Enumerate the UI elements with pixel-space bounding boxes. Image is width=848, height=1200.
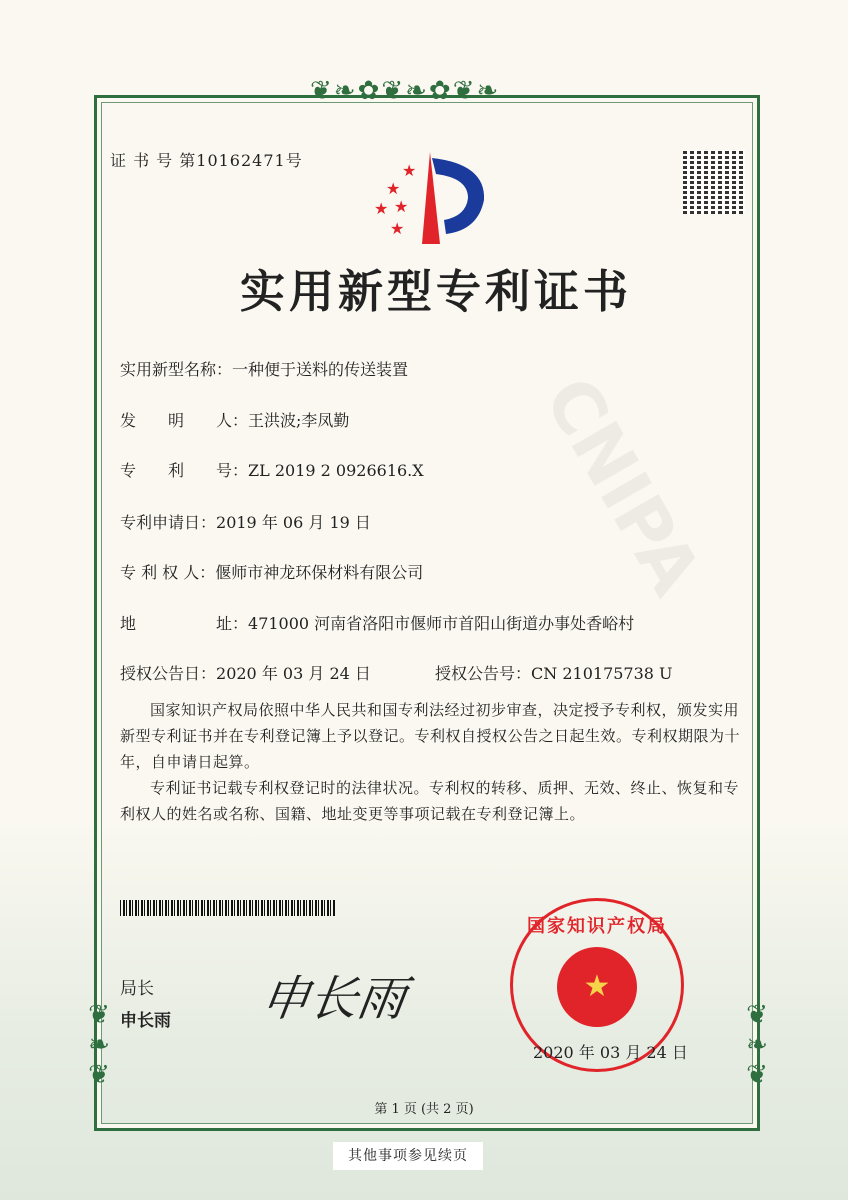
field-value: CN 210175738 U bbox=[531, 664, 673, 683]
certificate-number: 证 书 号 第10162471号 bbox=[110, 151, 303, 170]
field-value: ZL 2019 2 0926616.X bbox=[248, 461, 424, 480]
field-address bbox=[120, 611, 634, 634]
seal-text: 国家知识产权局 bbox=[527, 916, 667, 937]
field-announcement-number bbox=[435, 661, 673, 684]
field-value: 2020 年 03 月 24 日 bbox=[216, 664, 371, 683]
field-value: 王洪波;李凤勤 bbox=[248, 411, 350, 430]
page-footer: 第 1 页 (共 2 页) bbox=[374, 1102, 474, 1117]
top-ornament: ❦❧✿❦❧✿❦❧ bbox=[310, 76, 501, 106]
svg-text:★: ★ bbox=[374, 199, 389, 218]
handwritten-signature: 申长雨 bbox=[257, 971, 410, 1027]
field-label: 专 利 号： bbox=[120, 461, 249, 480]
field-value: 471000 河南省洛阳市偃师市首阳山街道办事处香峪村 bbox=[248, 614, 635, 633]
field-utility-model-name bbox=[120, 357, 408, 380]
national-emblem-icon: ★ bbox=[557, 947, 637, 1027]
field-application-date bbox=[120, 510, 371, 533]
field-label: 地 址： bbox=[120, 614, 249, 633]
field-value: 2019 年 06 月 19 日 bbox=[216, 513, 371, 532]
field-value: 偃师市神龙环保材料有限公司 bbox=[215, 563, 424, 582]
signatory-title: 局长 bbox=[120, 979, 154, 999]
watermark: CNIPA bbox=[528, 363, 717, 609]
field-label: 专利申请日： bbox=[120, 513, 217, 532]
field-patent-number bbox=[120, 458, 424, 481]
continuation-note: 其他事项参见续页 bbox=[333, 1142, 483, 1170]
statement-paragraph: 国家知识产权局依照中华人民共和国专利法经过初步审查，决定授予专利权，颁发实用新型专利证书并在专利登记簿上予以登记。专利权自授权公告之日起生效。专利权期限为十年，自申请日起算。 bbox=[120, 701, 741, 771]
field-label: 实用新型名称： bbox=[120, 360, 233, 379]
left-ornament: ❦❧❦ bbox=[84, 1000, 114, 1090]
svg-text:★: ★ bbox=[394, 197, 409, 216]
barcode bbox=[120, 900, 335, 916]
field-label: 授权公告号： bbox=[435, 664, 532, 683]
signatory-name: 申长雨 bbox=[120, 1011, 171, 1031]
svg-text:★: ★ bbox=[402, 161, 417, 180]
cnipa-logo bbox=[360, 150, 490, 246]
field-label: 专 利 权 人： bbox=[120, 563, 216, 582]
field-label: 授权公告日： bbox=[120, 664, 217, 683]
field-inventors bbox=[120, 408, 349, 431]
field-value: 一种便于送料的传送装置 bbox=[232, 360, 409, 379]
right-ornament: ❦❧❦ bbox=[742, 1000, 772, 1090]
seal-date: 2020 年 03 月 24 日 bbox=[533, 1043, 688, 1062]
svg-text:★: ★ bbox=[386, 179, 401, 198]
statement-paragraph: 专利证书记载专利权登记时的法律状况。专利权的转移、质押、无效、终止、恢复和专利权人的姓名或名称、国籍、地址变更等事项记载在专利登记簿上。 bbox=[120, 779, 740, 823]
field-grant-date bbox=[120, 661, 371, 684]
field-patentee bbox=[120, 560, 423, 583]
svg-text:★: ★ bbox=[390, 219, 405, 238]
certificate-title: 实用新型专利证书 bbox=[240, 265, 633, 318]
qr-code bbox=[683, 150, 745, 214]
field-label: 发 明 人： bbox=[120, 411, 249, 430]
